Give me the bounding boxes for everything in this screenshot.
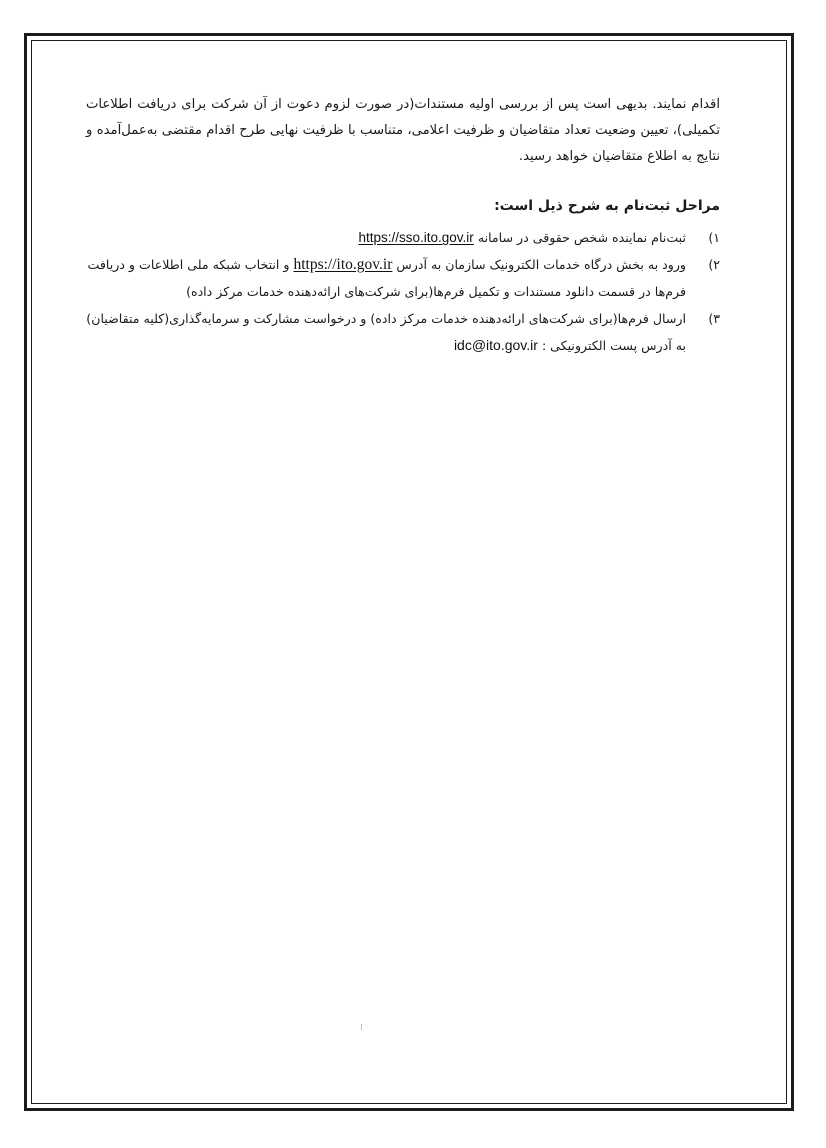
ito-portal-link[interactable]: https://ito.gov.ir <box>293 256 393 273</box>
step-item-2 <box>86 251 720 305</box>
email-address[interactable]: idc@ito.gov.ir <box>453 337 538 353</box>
step-text: ثبت‌نام نماینده شخص حقوقی در سامانه <box>477 230 686 245</box>
section-heading: مراحل ثبت‌نام به شرح ذیل است: <box>494 198 720 214</box>
step-number: ۲) <box>708 257 720 272</box>
registration-steps <box>86 224 720 359</box>
step-number: ۱) <box>708 230 720 245</box>
step-item-1 <box>86 224 720 251</box>
scan-speck <box>361 1024 362 1030</box>
step-text-continued: و انتخاب شبکه ملی اطلاعات و دریافت فرم‌ها در قسمت دانلود مستندات و تکمیل فرم‌ها(برای شرکت‌های ارائه‌دهنده خدمات مرکز داده) <box>87 257 686 299</box>
step-number: ۳) <box>708 311 720 326</box>
intro-paragraph: اقدام نمایند. بدیهی است پس از بررسی اولیه مستندات(در صورت لزوم دعوت از آن شرکت برای دریافت اطلاعات تکمیلی)، تعیین وضعیت تعداد متقاضیان و ظرفیت اعلامی، متناسب با ظرفیت نهایی طرح اقدام مقتضی به‌عمل‌آمده و نتایج به اطلاع متقاضیان خواهد رسید. <box>86 97 720 164</box>
document-body <box>86 92 720 359</box>
step-item-3 <box>86 305 720 359</box>
step-text: ارسال فرم‌ها(برای شرکت‌های ارائه‌دهنده خدمات مرکز داده) و درخواست مشارکت و سرمایه‌گذاری(کلیه متقاضیان) به آدرس پست الکترونیکی : <box>86 311 686 353</box>
sso-link[interactable]: https://sso.ito.gov.ir <box>358 230 474 245</box>
step-text: ورود به بخش درگاه خدمات الکترونیک سازمان به آدرس <box>396 257 686 272</box>
